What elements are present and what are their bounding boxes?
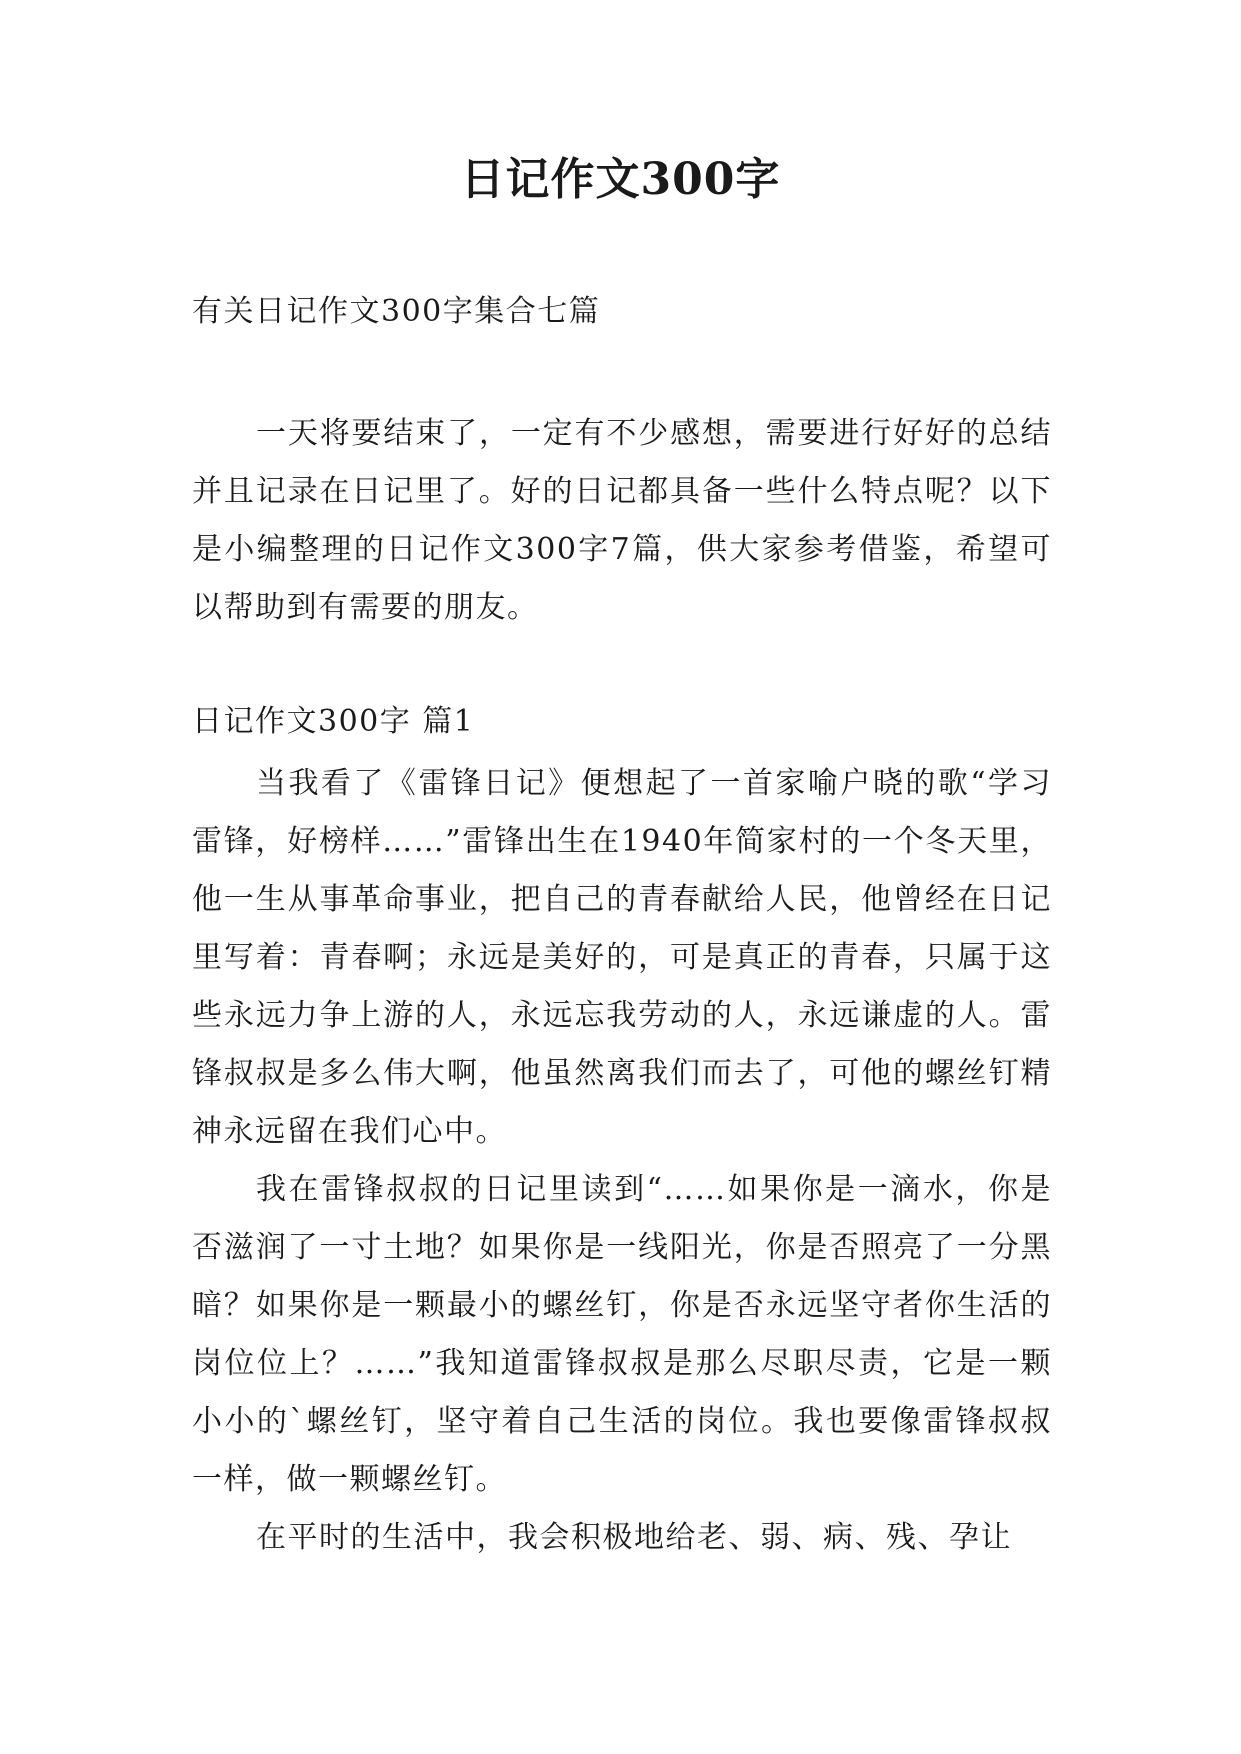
section-heading: 日记作文300字 篇1 (192, 704, 475, 739)
body-paragraph: 在平时的生活中，我会积极地给老、弱、病、残、孕让 (256, 1520, 1012, 1555)
document-title: 日记作文300字 (460, 154, 781, 205)
body-paragraph: 当我看了《雷锋日记》便想起了一首家喻户晓的歌“学习雷锋，好榜样……”雷锋出生在1940年简家村的一个冬天里，他一生从事革命事业，把自己的青春献给人民，他曾经在日记里写着：青春啊；永远是美好的，可是真正的青春，只属于这些永远力争上游的人，永远忘我劳动的人，永远谦虚的人。雷锋叔叔是多么伟大啊，他虽然离我们而去了，可他的螺丝钉精神永远留在我们心中。 (192, 766, 1052, 1149)
document-subtitle: 有关日记作文300字集合七篇 (192, 294, 601, 329)
body-paragraph: 我在雷锋叔叔的日记里读到“……如果你是一滴水，你是否滋润了一寸土地？如果你是一线阳光，你是否照亮了一分黑暗？如果你是一颗最小的螺丝钉，你是否永远坚守者你生活的岗位位上？……”我知道雷锋叔叔是那么尽职尽责，它是一颗小小的`螺丝钉，坚守着自己生活的岗位。我也要像雷锋叔叔一样，做一颗螺丝钉。 (192, 1172, 1052, 1497)
section-body (192, 755, 1052, 1567)
intro-paragraph: 一天将要结束了，一定有不少感想，需要进行好好的总结并且记录在日记里了。好的日记都具备一些什么特点呢？以下是小编整理的日记作文300字7篇，供大家参考借鉴，希望可以帮助到有需要的朋友。 (192, 416, 1052, 625)
